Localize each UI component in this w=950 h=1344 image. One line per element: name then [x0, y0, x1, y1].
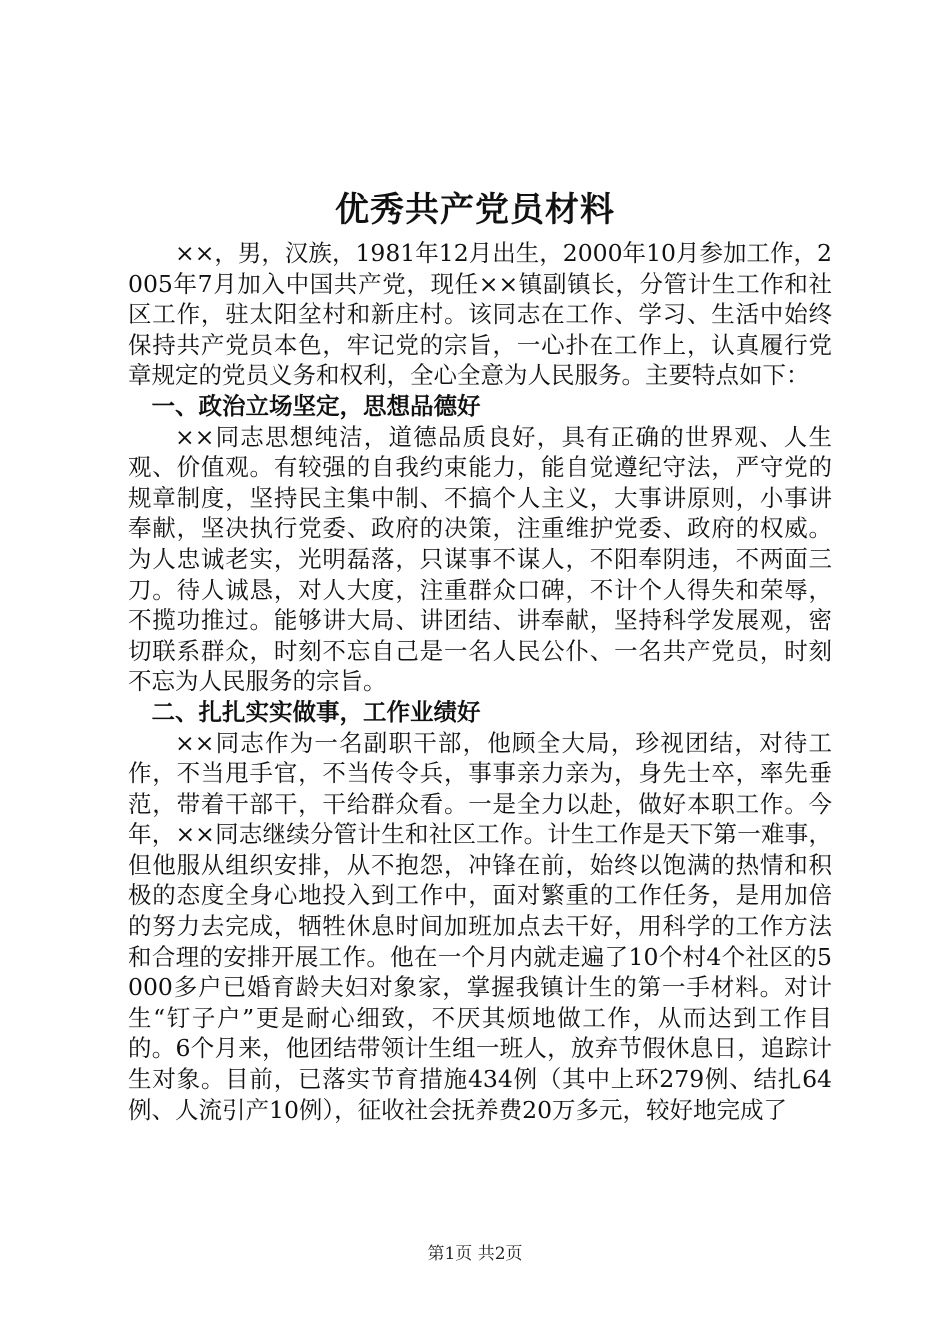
section-heading-2: 二、扎扎实实做事，工作业绩好	[151, 697, 481, 726]
section-heading-1: 一、政治立场坚定，思想品德好	[151, 391, 481, 420]
intro-paragraph: ××，男，汉族，1981年12月出生，2000年10月参加工作，2005年7月加入中国共产党，现任××镇副镇长，分管计生工作和社区工作，驻太阳坌村和新庄村。该同志在工作、学习、生活中始终保持共产党员本色，牢记党的宗旨，一心扑在工作上，认真履行党章规定的党员义务和权利，全心全意为人民服务。主要特点如下：	[128, 239, 832, 390]
document-title: 优秀共产党员材料	[335, 190, 615, 230]
page-footer: 第1页 共2页	[427, 1244, 523, 1264]
section-paragraph-2: ××同志作为一名副职干部，他顾全大局，珍视团结，对待工作，不当甩手官，不当传令兵，事事亲力亲为，身先士卒，率先垂范，带着干部干，干给群众看。一是全力以赴，做好本职工作。今年，××同志继续分管计生和社区工作。计生工作是天下第一难事，但他服从组织安排，从不抱怨，冲锋在前，始终以饱满的热情和积极的态度全身心地投入到工作中，面对繁重的工作任务，是用加倍的努力去完成，牺牲休息时间加班加点去干好，用科学的工作方法和合理的安排开展工作。他在一个月内就走遍了10个村4个社区的5000多户已婚育龄夫妇对象家，掌握我镇计生的第一手材料。对计生“钉子户”更是耐心细致，不厌其烦地做工作，从而达到工作目的。6个月来，他团结带领计生组一班人，放弃节假休息日，追踪计生对象。目前，已落实节育措施434例（其中上环279例、结扎64例、人流引产10例），征收社会抚养费20万多元，较好地完成了	[128, 728, 832, 1124]
section-paragraph-1: ××同志思想纯洁，道德品质良好，具有正确的世界观、人生观、价值观。有较强的自我约束能力，能自觉遵纪守法，严守党的规章制度，坚持民主集中制、不搞个人主义，大事讲原则，小事讲奉献，坚决执行党委、政府的决策，注重维护党委、政府的权威。为人忠诚老实，光明磊落，只谋事不谋人，不阳奉阴违，不两面三刀。待人诚恳，对人大度，注重群众口碑，不计个人得失和荣辱，不揽功推过。能够讲大局、讲团结、讲奉献，坚持科学发展观，密切联系群众，时刻不忘自己是一名人民公仆、一名共产党员，时刻不忘为人民服务的宗旨。	[128, 422, 832, 696]
document-body	[128, 238, 832, 1125]
